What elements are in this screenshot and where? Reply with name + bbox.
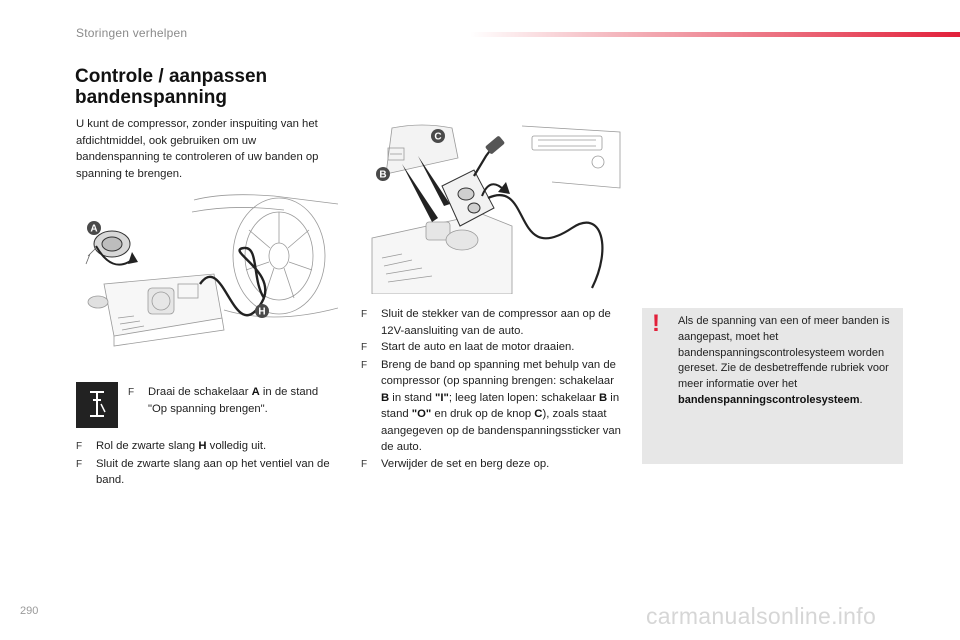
step-item — [128, 384, 340, 417]
page-title-line-1: Controle / aanpassen — [75, 66, 268, 87]
callout-h: H — [258, 306, 266, 318]
step-text: Breng de band op spanning met behulp van de compressor (op spanning brengen: schakelaar B in stand "I"; leeg laten lopen: schakelaar B in stand "O" en druk op de knop C), zoals staat aangegeven op de bandenspanningssticker van de auto. — [381, 358, 621, 453]
step-marker: F — [361, 359, 368, 371]
step-item — [361, 339, 623, 357]
compressor-step-icon — [76, 382, 118, 428]
page-number: 290 — [20, 605, 39, 617]
watermark: carmanualsonline.info — [646, 603, 877, 629]
step-item — [361, 306, 623, 339]
step-text: Verwijder de set en berg deze op. — [381, 457, 550, 470]
step-text: Rol de zwarte slang H volledig uit. — [96, 440, 267, 452]
compressor-dashboard-illustration — [362, 118, 622, 294]
step-text: Sluit de zwarte slang aan op het ventiel van de band. — [96, 457, 330, 486]
callout-c: C — [434, 131, 442, 143]
step-text: Sluit de stekker van de compressor aan op de 12V-aansluiting van de auto. — [381, 308, 611, 337]
step-marker: F — [76, 441, 83, 452]
callout-b: B — [379, 169, 387, 181]
step-marker: F — [361, 458, 368, 470]
page-title — [75, 66, 267, 108]
step-item — [76, 456, 340, 489]
compressor-tyre-illustration — [74, 190, 338, 356]
header-accent-bar — [470, 32, 960, 37]
warning-note-text: Als de spanning van een of meer banden is aangepast, moet het bandenspanningscontrolesysteem worden gereset. Zie de desbetreffende rubriek voor meer informatie over het bandenspanningscontrolesysteem. — [678, 315, 890, 406]
step-text: Draai de schakelaar A in de stand "Op spanning brengen". — [148, 386, 319, 415]
step-item — [76, 438, 340, 456]
step-item — [361, 456, 623, 474]
step-marker: F — [361, 309, 368, 320]
step-text: Start de auto en laat de motor draaien. — [381, 341, 575, 353]
callout-a: A — [90, 223, 98, 235]
step-marker: F — [128, 387, 135, 398]
section-header: Storingen verhelpen — [76, 26, 188, 40]
page-title-line-2: bandenspanning — [75, 87, 227, 108]
steps-left-a — [128, 384, 340, 417]
warning-note — [642, 308, 903, 464]
steps-middle — [361, 306, 623, 473]
step-marker: F — [76, 458, 83, 470]
step-marker: F — [361, 342, 368, 353]
steps-left-b — [76, 438, 340, 489]
step-item — [361, 357, 623, 456]
intro-paragraph: U kunt de compressor, zonder inspuiting van het afdichtmiddel, ook gebruiken om uw bandenspanning te controleren of uw banden op spanning te brengen. — [76, 118, 319, 180]
exclamation-icon: ! — [652, 310, 660, 337]
